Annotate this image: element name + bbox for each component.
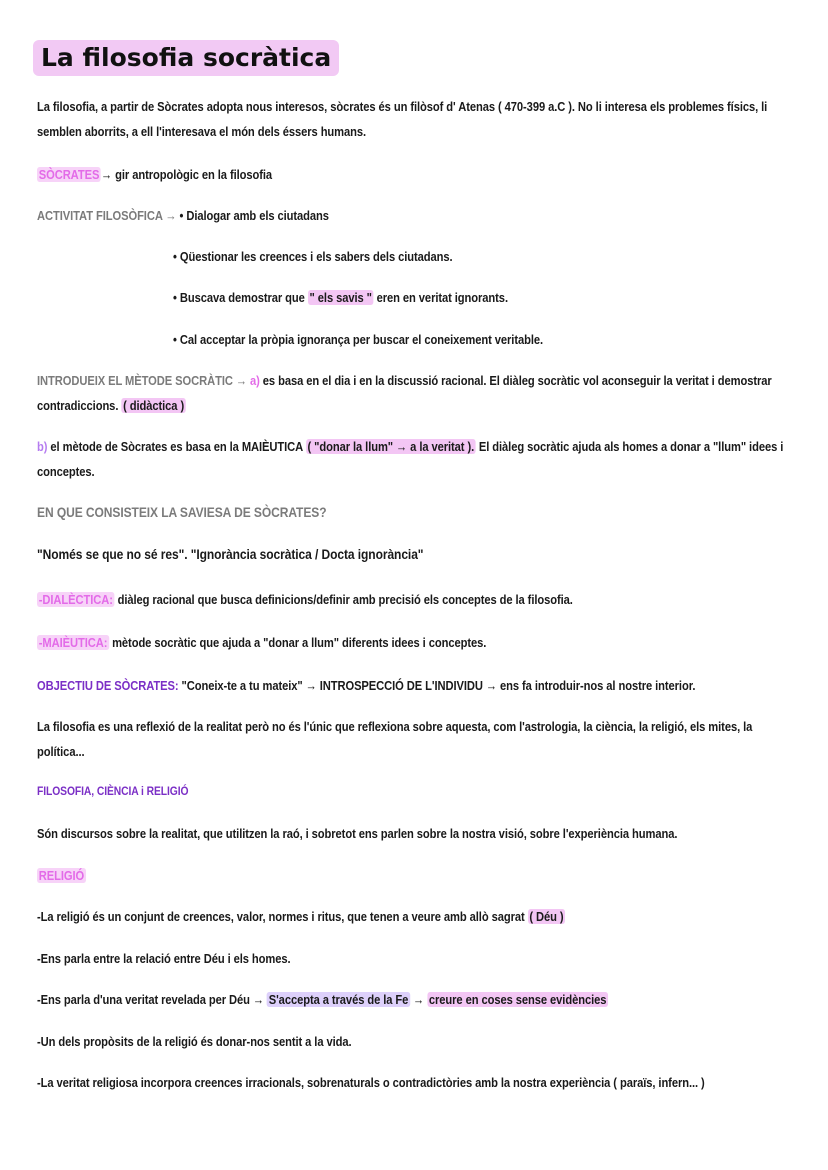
metode-b-paragraph <box>37 434 792 484</box>
objectiu-label: OBJECTIU DE SÒCRATES: <box>37 678 179 693</box>
religio-text: -Ens parla d'una veritat revelada per Déu → <box>37 992 264 1007</box>
activitat-item: • Buscava demostrar que <box>173 290 305 305</box>
socrates-line <box>37 162 792 187</box>
objectiu-line <box>37 673 792 698</box>
socrates-text: → gir antropològic en la filosofia <box>101 167 273 182</box>
activitat-item-4 <box>173 327 828 352</box>
didactica-highlight: ( didàctica ) <box>123 398 185 413</box>
metode-b-text: el mètode de Sòcrates es basa en la MAIÈUTICA <box>50 439 303 454</box>
intro-paragraph: La filosofia, a partir de Sòcrates adopta nous interesos, sòcrates és un filòsof d' Atenas ( 470-399 a.C ). No li interesa els problemes físics, li semblen aborrits, a ell l'interesava el món dels éssers humans. <box>37 99 768 139</box>
metode-a-paragraph <box>37 368 792 418</box>
saviesa-quote: "Només se que no sé res". "Ignorància socràtica / Docta ignorància" <box>37 546 424 562</box>
metode-b-marker: b) <box>37 439 48 454</box>
dialectica-text: diàleg racional que busca definicions/definir amb precisió els conceptes de la filosofia. <box>117 592 573 607</box>
metode-label: INTRODUEIX EL MÈTODE SOCRÀTIC → <box>37 373 247 388</box>
religio-line-4: -Un dels propòsits de la religió és donar-nos sentit a la vida. <box>37 1034 352 1049</box>
religio-line-3 <box>37 987 792 1012</box>
metode-b-text-2: El diàleg socràtic ajuda als homes a donar a "llum" idees i conceptes. <box>37 439 784 479</box>
maieutica-text: mètode socràtic que ajuda a "donar a llum" diferents idees i conceptes. <box>112 635 487 650</box>
metode-a-marker: a) <box>250 373 260 388</box>
religio-line-1 <box>37 904 792 929</box>
religio-line-2: -Ens parla entre la relació entre Déu i els homes. <box>37 951 291 966</box>
activitat-item: • Dialogar amb els ciutadans <box>180 208 329 223</box>
religio-text: -La religió és un conjunt de creences, valor, normes i ritus, que tenen a veure amb allò sagrat <box>37 909 525 924</box>
fcr-heading: FILOSOFIA, CIÈNCIA i RELIGIÓ <box>37 784 189 798</box>
page-title: La filosofia socràtica <box>33 40 339 76</box>
objectiu-text: "Coneix-te a tu mateix" → INTROSPECCIÓ DE L'INDIVIDU → ens fa introduir-nos al nostre interior. <box>181 678 696 693</box>
maieutica-line <box>37 630 792 655</box>
dialectica-label: -DIALÈCTICA: <box>38 592 113 607</box>
socrates-label: SÒCRATES <box>38 167 100 182</box>
activitat-item-3 <box>173 285 828 310</box>
fe-highlight: S'accepta a través de la Fe <box>268 992 409 1007</box>
donar-llum-highlight: ( "donar la llum" → a la veritat ). <box>307 439 475 454</box>
dialectica-line <box>37 587 792 612</box>
activitat-item-rest: eren en veritat ignorants. <box>376 290 508 305</box>
savis-highlight: " els savis " <box>309 290 372 305</box>
arrow: → <box>413 992 425 1007</box>
saviesa-heading: EN QUE CONSISTEIX LA SAVIESA DE SÒCRATES? <box>37 504 327 520</box>
activitat-item: • Cal acceptar la pròpia ignorança per buscar el coneixement veritable. <box>173 332 543 347</box>
activitat-item-2 <box>173 244 828 269</box>
fcr-text: Són discursos sobre la realitat, que utilitzen la raó, i sobretot ens parlen sobre la nostra visió, sobre l'experiència humana. <box>37 826 678 841</box>
maieutica-label: -MAIÈUTICA: <box>38 635 108 650</box>
metode-a-text: es basa en el dia i en la discussió racional. El diàleg socràtic vol aconseguir la veritat i demostrar contradiccions. <box>37 373 772 413</box>
deu-highlight: ( Déu ) <box>529 909 564 924</box>
reflexio-paragraph: La filosofia es una reflexió de la realitat però no és l'únic que reflexiona sobre aquesta, com l'astrologia, la ciència, la religió, els mites, la política... <box>37 719 753 759</box>
activitat-item: • Qüestionar les creences i els sabers dels ciutadans. <box>173 249 453 264</box>
religio-line-5: -La veritat religiosa incorpora creences irracionals, sobrenaturals o contradictòries amb la nostra experiència ( paraïs, infern... ) <box>37 1075 705 1090</box>
activitat-line <box>37 203 792 228</box>
activitat-label: ACTIVITAT FILOSÒFICA → <box>37 208 177 223</box>
evidencies-highlight: creure en coses sense evidències <box>428 992 607 1007</box>
religio-label: RELIGIÓ <box>38 868 85 883</box>
religio-heading <box>37 863 792 888</box>
